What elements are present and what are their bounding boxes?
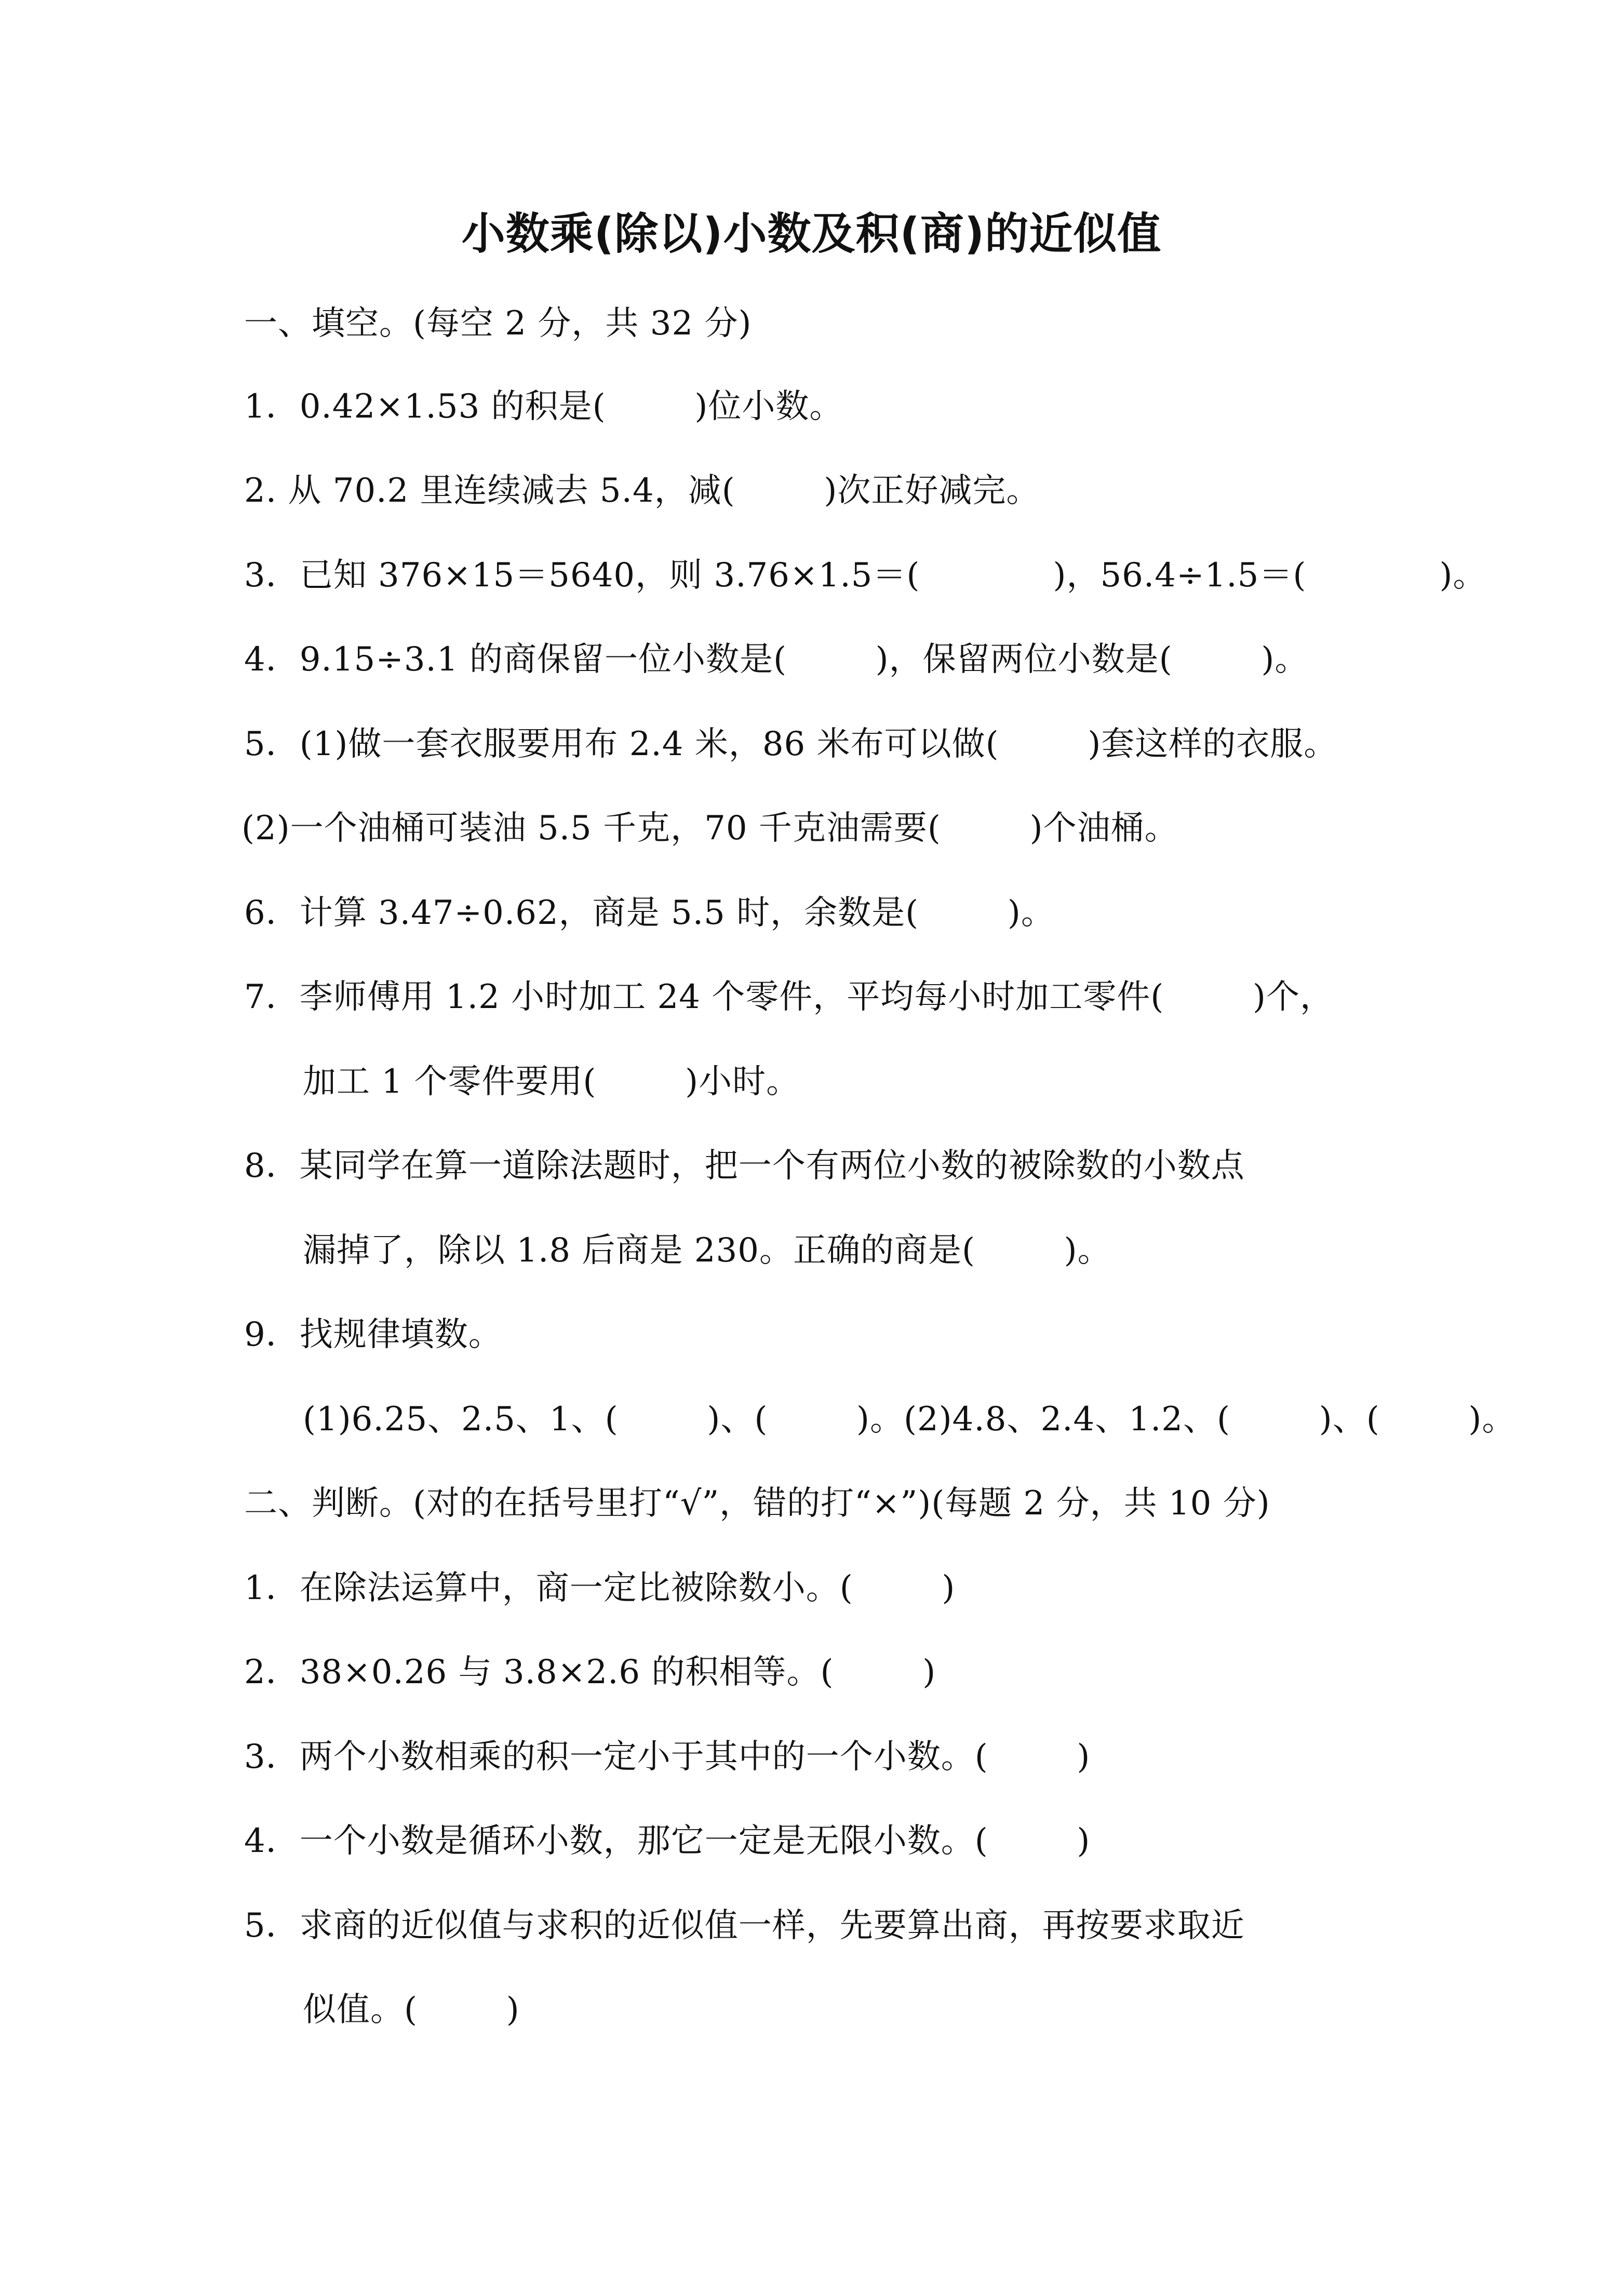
section2-q3: 3．两个小数相乘的积一定小于其中的一个小数。( ) <box>244 1738 1091 1776</box>
section1-q8-line1: 8．某同学在算一道除法题时，把一个有两位小数的被除数的小数点 <box>244 1147 1245 1185</box>
section1-q9-sequences: (1)6.25、2.5、1、( )、( )。(2)4.8、2.4、1.2、( )、( )。 <box>303 1400 1516 1439</box>
section1-q9: 9．找规律填数。 <box>244 1315 502 1354</box>
section2-q1: 1．在除法运算中，商一定比被除数小。( ) <box>244 1569 956 1607</box>
section2-heading: 二、判断。(对的在括号里打“√”，错的打“×”)(每题 2 分，共 10 分) <box>244 1484 1270 1523</box>
section1-q5-part2: (2)一个油桶可装油 5.5 千克，70 千克油需要( )个油桶。 <box>242 809 1178 848</box>
section1-q3: 3．已知 376×15＝5640，则 3.76×1.5＝( )，56.4÷1.5＝( )。 <box>244 556 1487 595</box>
section1-q4: 4．9.15÷3.1 的商保留一位小数是( )，保留两位小数是( )。 <box>244 640 1309 679</box>
page-title: 小数乘(除以)小数及积(商)的近似值 <box>461 208 1162 259</box>
section1-q5-part1: 5．(1)做一套衣服要用布 2.4 米，86 米布可以做( )套这样的衣服。 <box>244 725 1338 763</box>
section1-q7-line1: 7．李师傅用 1.2 小时加工 24 个零件，平均每小时加工零件( )个， <box>244 978 1334 1016</box>
section1-q7-line2: 加工 1 个零件要用( )小时。 <box>303 1063 800 1101</box>
section1-q1: 1．0.42×1.53 的积是( )位小数。 <box>244 387 843 426</box>
section2-q4: 4．一个小数是循环小数，那它一定是无限小数。( ) <box>244 1822 1091 1860</box>
section2-q2: 2．38×0.26 与 3.8×2.6 的积相等。( ) <box>244 1653 936 1691</box>
section1-q8-line2: 漏掉了，除以 1.8 后商是 230。正确的商是( )。 <box>303 1231 1111 1270</box>
section1-q2: 2. 从 70.2 里连续减去 5.4，减( )次正好减完。 <box>244 472 1040 510</box>
section2-q5-line1: 5．求商的近似值与求积的近似值一样，先要算出商，再按要求取近 <box>244 1906 1245 1945</box>
section1-heading: 一、填空。(每空 2 分，共 32 分) <box>244 304 752 343</box>
section1-q6: 6．计算 3.47÷0.62，商是 5.5 时，余数是( )。 <box>244 894 1055 932</box>
section2-q5-line2: 似值。( ) <box>303 1991 520 2029</box>
